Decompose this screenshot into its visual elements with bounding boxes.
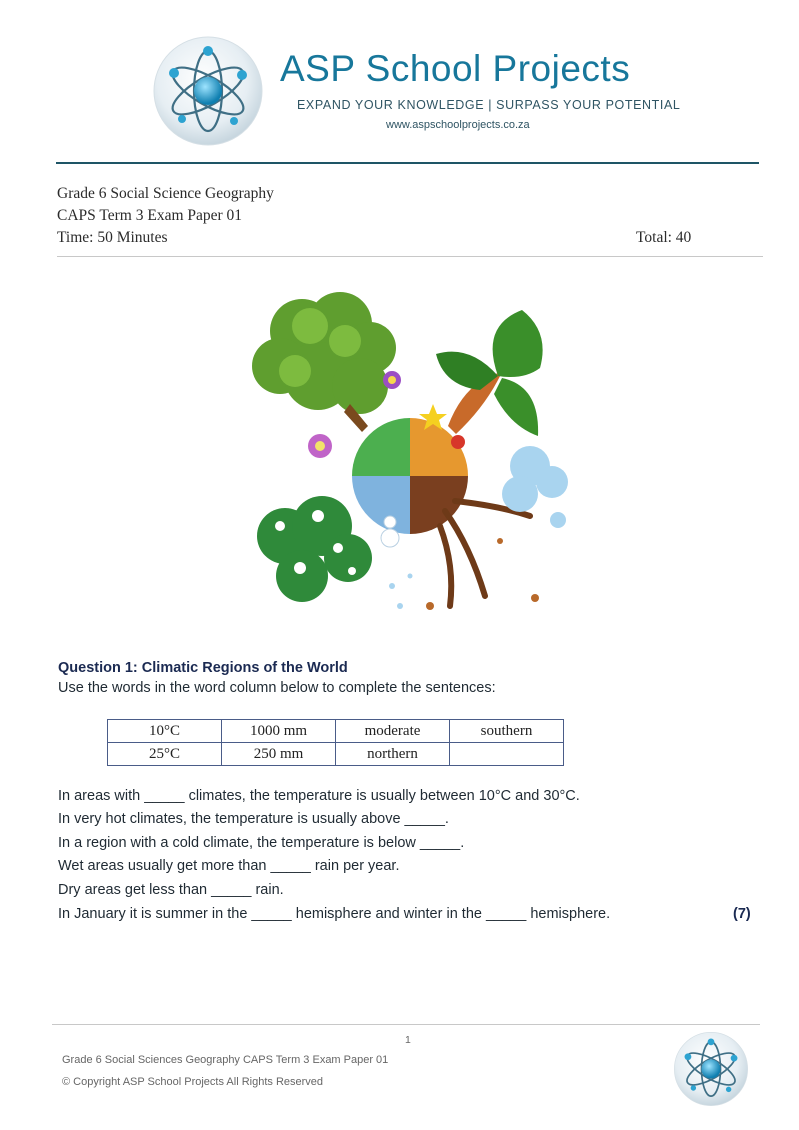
table-row [108,720,564,743]
word-cell: southern [450,720,564,743]
sentence-3: In a region with a cold climate, the temperature is below _____. [58,835,465,851]
sentence-5: Dry areas get less than _____ rain. [58,882,284,898]
question-marks: (7) [733,906,751,922]
word-cell: moderate [336,720,450,743]
footer-copyright: © Copyright ASP School Projects All Rights Reserved [62,1076,324,1088]
table-row [108,743,564,766]
word-cell: 25°C [108,743,222,766]
footer-title: Grade 6 Social Sciences Geography CAPS Term 3 Exam Paper 01 [62,1054,389,1066]
sentence-6: In January it is summer in the _____ hemisphere and winter in the _____ hemisphere. [58,906,611,922]
footer-divider [52,1024,760,1025]
exam-paper: CAPS Term 3 Exam Paper 01 [57,207,243,224]
page-number: 1 [405,1034,411,1046]
exam-total: Total: 40 [636,229,692,246]
brand-title: ASP School Projects [280,48,631,89]
question-instruction: Use the words in the word column below to complete the sentences: [58,680,496,696]
word-cell: 10°C [108,720,222,743]
sentence-1: In areas with _____ climates, the temperature is usually between 10°C and 30°C. [58,788,580,804]
exam-subject: Grade 6 Social Science Geography [57,185,274,202]
four-seasons-globe-icon [240,286,580,626]
sentence-2: In very hot climates, the temperature is usually above _____. [58,811,449,827]
word-cell: 250 mm [222,743,336,766]
sentence-4: Wet areas usually get more than _____ rain per year. [58,858,400,874]
header-divider [56,162,759,164]
atom-logo-icon [152,35,264,147]
word-table [107,719,564,766]
word-cell: 1000 mm [222,720,336,743]
info-divider [57,256,763,257]
word-cell: northern [336,743,450,766]
word-cell [450,743,564,766]
atom-logo-small-icon [673,1031,749,1107]
brand-tagline: EXPAND YOUR KNOWLEDGE | SURPASS YOUR POTENTIAL [297,98,681,112]
brand-url: www.aspschoolprojects.co.za [386,119,530,131]
question-heading: Question 1: Climatic Regions of the World [58,660,348,676]
exam-time: Time: 50 Minutes [57,229,168,246]
